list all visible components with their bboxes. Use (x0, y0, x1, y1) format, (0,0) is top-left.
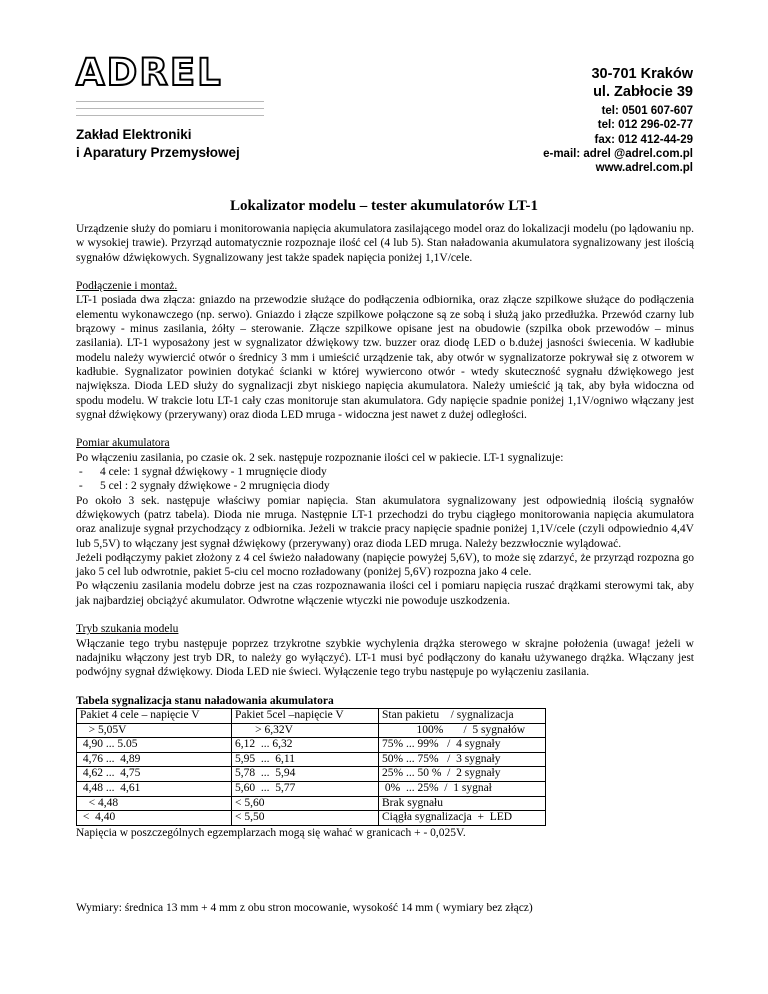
table-cell: 25% ... 50 % / 2 sygnały (379, 767, 546, 782)
address-street: ul. Zabłocie 39 (593, 84, 693, 100)
company-logo: ADREL (76, 51, 223, 94)
table-cell: < 4,48 (77, 796, 232, 811)
table-cell: Brak sygnału (379, 796, 546, 811)
phone-mobile: tel: 0501 607-607 (601, 105, 693, 117)
table-cell: 4,62 ... 4,75 (77, 767, 232, 782)
list-item-text: 4 cele: 1 sygnał dźwiękowy - 1 mrugnięcie diody (100, 466, 327, 479)
website-url: www.adrel.com.pl (595, 162, 693, 175)
table-cell: 50% ... 75% / 3 sygnały (379, 752, 546, 767)
dimensions-text: Wymiary: średnica 13 mm + 4 mm z obu stron mocowanie, wysokość 14 mm ( wymiary bez złącz) (76, 902, 533, 914)
table-cell: 6,12 ... 6,32 (232, 738, 379, 753)
table-cell: 5,60 ... 5,77 (232, 782, 379, 797)
company-name (76, 126, 240, 162)
table-row (77, 782, 546, 797)
signal-table (76, 708, 546, 826)
table-cell: 100% / 5 sygnałów (379, 723, 546, 738)
section-measurement (76, 436, 694, 608)
section-mounting (76, 279, 694, 422)
fax-number: fax: 012 412-44-29 (594, 133, 693, 146)
table-cell: 4,48 ... 4,61 (77, 782, 232, 797)
table-cell: > 6,32V (232, 723, 379, 738)
table-cell: 0% ... 25% / 1 sygnał (379, 782, 546, 797)
table-cell: 4,76 ... 4,89 (77, 752, 232, 767)
table-row (77, 752, 546, 767)
section-text: LT-1 posiada dwa złącza: gniazdo na przewodzie służące do podłączenia odbiornika, oraz złącze szpilkowe służące do podłączenia elementu wykonawczego (np. serwo). Gniazdo i złącze szpilkowe połączone są ze sobą i służą jako przedłużka. Przewód czarny lub brązowy - minus zasilania, żółty – sterowanie. Złącze szpilkowe opisane jest na obudowie (szpilka obok przewodów – minus zasilania). LT-1 wyposażony jest w sygnalizator dźwiękowy tzw. buzzer oraz diodę LED o b.dużej jasności świecenia. W kadłubie modelu należy wywiercić otwór o średnicy 3 mm i umieścić urządzenie tak, aby otwór w sygnalizatorze pokrywał się z otworem w kadłubie. Sygnalizator powinien dotykać ścianki w której wywiercono otwór - wtedy skuteczność sygnału dźwiękowego jest największa. Dioda LED służy do sygnalizacji zbyt niskiego napięcia akumulatora. Należy umieścić ją tak, aby była widoczna od spodu modelu. W trakcie lotu LT-1 cały czas monitoruje stan akumulatora. Gdy napięcie spadnie poniżej 1,1V/ogniwo włączany jest sygnał dźwiękowy (przerywany) oraz dioda LED mruga - widoczna jest nawet z dużej odległości. (76, 294, 694, 421)
table-cell: < 5,60 (232, 796, 379, 811)
email-address: e-mail: adrel @adrel.com.pl (543, 147, 693, 160)
document-title: Lokalizator modelu – tester akumulatorów LT-1 (230, 198, 538, 214)
list-item: - 5 cel : 2 sygnały dźwiękowe - 2 mrugnięcia diody (76, 480, 330, 493)
table-row (77, 767, 546, 782)
document-body (76, 222, 694, 840)
contact-block (543, 104, 693, 175)
table-block (76, 694, 694, 840)
table-row (77, 723, 546, 738)
table-cell: Ciągła sygnalizacja + LED (379, 811, 546, 826)
section-text: Po włączeniu zasilania, po czasie ok. 2 sek. następuje rozpoznanie ilości cel w pakiecie. LT-1 sygnalizuje: (76, 451, 564, 464)
logo-divider (76, 108, 264, 109)
phone-landline: tel: 012 296-02-77 (597, 119, 693, 132)
section-heading: Tryb szukania modelu (76, 623, 179, 636)
section-heading: Podłączenie i montaż. (76, 280, 178, 293)
company-address (591, 65, 693, 101)
list-item-text: 5 cel : 2 sygnały dźwiękowe - 2 mrugnięcia diody (100, 480, 330, 493)
table-title: Tabela sygnalizacja stanu naładowania akumulatora (76, 694, 334, 707)
table-cell: 5,95 ... 6,11 (232, 752, 379, 767)
section-text: Po około 3 sek. następuje właściwy pomiar napięcia. Stan akumulatora sygnalizowany jest odpowiednią ilością sygnałów dźwiękowych (patrz tabela). Dioda nie mruga. Następnie LT-1 przechodzi do trybu ciągłego monitorowania napięcia akumulatora oraz analizuje sygnał przychodzący z odbiornika. Jeżeli w trakcie pracy napięcie spadnie poniżej 1,1V/cele (czyli odpowiednio 4,4V lub 5,5V) to włączany jest sygnał dźwiękowy (przerywany) oraz dioda LED mruga. Należy bezzwłocznie wylądować. (76, 494, 694, 550)
section-heading: Pomiar akumulatora (76, 437, 170, 450)
logo-divider (76, 115, 264, 116)
table-cell: 5,78 ... 5,94 (232, 767, 379, 782)
table-header-cell: Pakiet 4 cele – napięcie V (77, 709, 232, 724)
table-cell: 4,90 ... 5.05 (77, 738, 232, 753)
table-header-cell: Stan pakietu / sygnalizacja (379, 709, 546, 724)
table-cell: < 4,40 (77, 811, 232, 826)
company-name-line: i Aparatury Przemysłowej (76, 145, 240, 160)
section-search-mode (76, 622, 694, 679)
intro-paragraph: Urządzenie służy do pomiaru i monitorowania napięcia akumulatora zasilającego model oraz do lokalizacji modelu (po lądowaniu np. w wysokiej trawie). Przyrząd automatycznie rozpoznaje ilość cel (4 lub 5). Stan naładowania akumulatora sygnalizowany jest ilością sygnałów dźwiękowych. Sygnalizowany jest także spadek napięcia poniżej 1,1V/cele. (76, 223, 694, 264)
table-cell: 75% ... 99% / 4 sygnały (379, 738, 546, 753)
table-row (77, 738, 546, 753)
section-text: Jeżeli podłączymy pakiet złożony z 4 cel świeżo naładowany (napięcie powyżej 5,6V), to może się zdarzyć, że przyrząd rozpozna go jako 5 cel lub odwrotnie, pakiet 5-ciu cel mocno rozładowany (poniżej 5,6V) rozpozna jako 4 cele. (76, 551, 694, 579)
table-cell: < 5,50 (232, 811, 379, 826)
table-row (77, 811, 546, 826)
section-text: Po włączeniu zasilania modelu dobrze jest na czas rozpoznawania ilości cel i pomiaru napięcia ruszać drążkami sterowymi tak, aby jak najbardziej obciążyć akumulator. Odwrotne włączenie wtyczki nie powoduje uszkodzenia. (76, 580, 694, 607)
table-note: Napięcia w poszczególnych egzemplarzach mogą się wahać w granicach + - 0,025V. (76, 826, 466, 839)
list-item: - 4 cele: 1 sygnał dźwiękowy - 1 mrugnięcie diody (76, 466, 327, 479)
section-text: Włączanie tego trybu następuje poprzez trzykrotne szybkie wychylenia drążka sterowego w skrajne położenia (uwaga! jeżeli w nadajniku włączony jest tryb DR, to należy go wyłączyć). LT-1 musi być podłączony do kanału używanego drążka. Włączany jest podwójny sygnał dźwiękowy. Dioda LED nie świeci. Wyłączenie tego trybu następuje po wyłączeniu zasilania. (76, 637, 694, 679)
table-header-row (77, 709, 546, 724)
company-name-line: Zakład Elektroniki (76, 127, 192, 142)
address-city: 30-701 Kraków (591, 66, 693, 82)
logo-divider (76, 101, 264, 102)
table-header-cell: Pakiet 5cel –napięcie V (232, 709, 379, 724)
table-cell: > 5,05V (77, 723, 232, 738)
table-row (77, 796, 546, 811)
